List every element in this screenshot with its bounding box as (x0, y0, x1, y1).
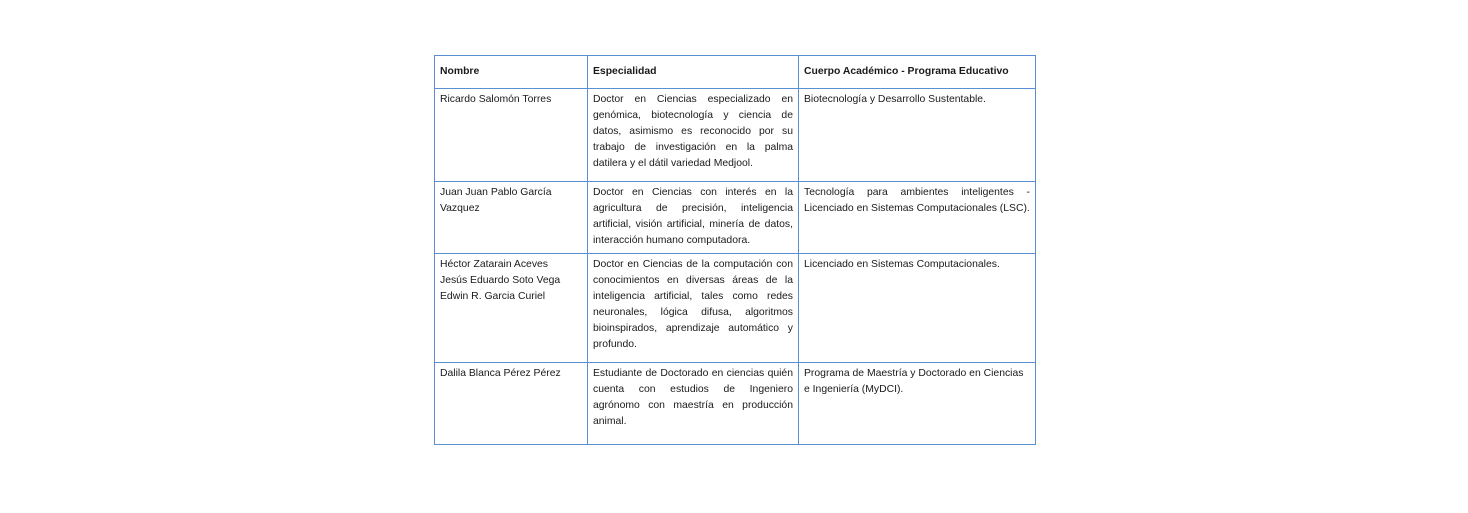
person-name: Juan Juan Pablo García Vazquez (440, 187, 552, 214)
specialty-cell: Doctor en Ciencias especializado en genómica, biotecnología y ciencia de datos, asimismo es reconocido por su trabajo de investigación en la palma datilera y el dátil variedad Medjool. (588, 89, 799, 182)
person-name: Héctor Zatarain Aceves (440, 259, 548, 270)
table-row (435, 89, 1036, 182)
program-cell: Licenciado en Sistemas Computacionales. (799, 254, 1036, 363)
header-specialty: Especialidad (588, 56, 799, 89)
program-cell: Biotecnología y Desarrollo Sustentable. (799, 89, 1036, 182)
name-cell (435, 89, 588, 182)
table-row (435, 182, 1036, 254)
table-row (435, 254, 1036, 363)
name-cell (435, 182, 588, 254)
faculty-table (434, 55, 1036, 445)
specialty-cell: Doctor en Ciencias con interés en la agricultura de precisión, inteligencia artificial, visión artificial, minería de datos, interacción humano computadora. (588, 182, 799, 254)
program-cell: Programa de Maestría y Doctorado en Ciencias e Ingeniería (MyDCI). (799, 363, 1036, 445)
specialty-cell: Doctor en Ciencias de la computación con conocimientos en diversas áreas de la inteligencia artificial, tales como redes neuronales, lógica difusa, algoritmos bioinspirados, aprendizaje automático y profundo. (588, 254, 799, 363)
person-name: Ricardo Salomón Torres (440, 94, 552, 105)
person-name: Dalila Blanca Pérez Pérez (440, 368, 561, 379)
person-name: Edwin R. Garcia Curiel (440, 291, 546, 302)
header-name: Nombre (435, 56, 588, 89)
table-header-row (435, 56, 1036, 89)
name-cell (435, 363, 588, 445)
program-cell: Tecnología para ambientes inteligentes - Licenciado en Sistemas Computacionales (LSC). (799, 182, 1036, 254)
specialty-cell: Estudiante de Doctorado en ciencias quién cuenta con estudios de Ingeniero agrónomo con maestría en producción animal. (588, 363, 799, 445)
header-program: Cuerpo Académico - Programa Educativo (799, 56, 1036, 89)
name-cell (435, 254, 588, 363)
table-row (435, 363, 1036, 445)
person-name: Jesús Eduardo Soto Vega (440, 275, 561, 286)
